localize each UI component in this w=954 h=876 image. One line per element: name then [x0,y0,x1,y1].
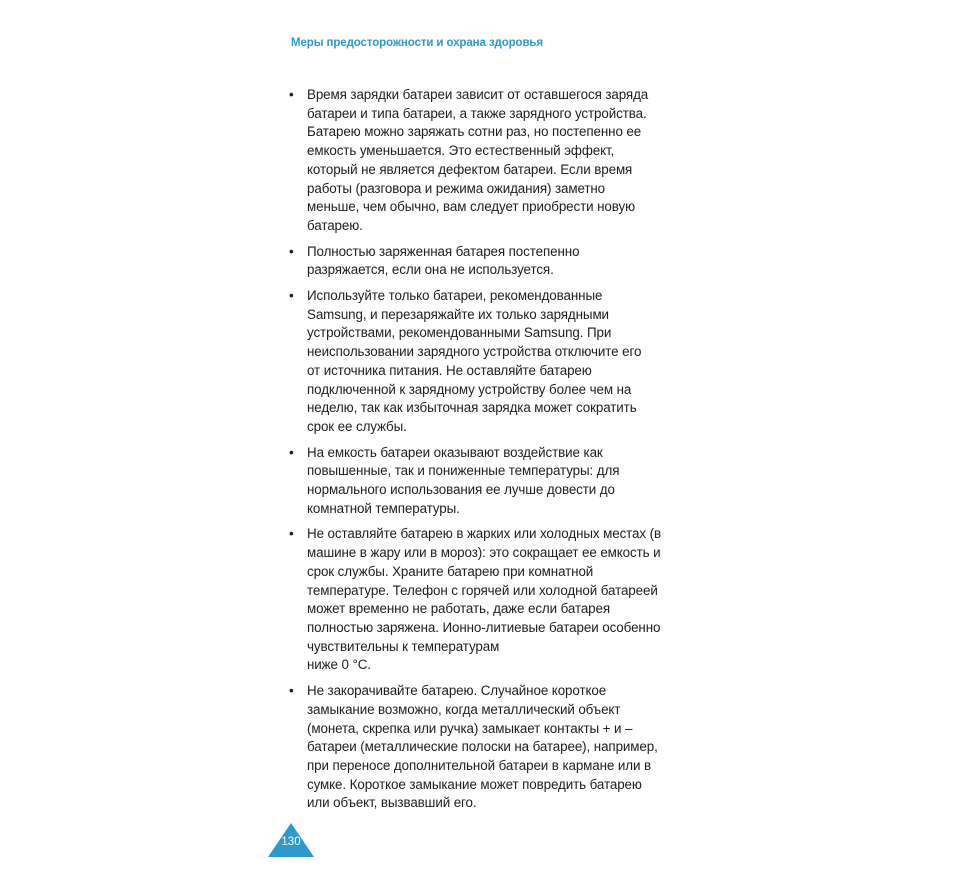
page-number: 130 [281,836,301,848]
list-item [289,525,679,675]
section-title: Меры предосторожности и охрана здоровья [291,37,544,49]
precautions-list [289,86,679,820]
bullet-icon: • [289,526,294,542]
bullet-icon: • [289,288,294,304]
bullet-icon: • [289,243,294,259]
list-item-text: На емкость батареи оказывают воздействие как повышенные, так и пониженные температуры: для нормального использования ее лучше довести до комнатной температуры. [307,444,620,516]
list-item [289,287,679,437]
list-item [289,444,679,519]
bullet-icon: • [289,683,294,699]
list-item [289,243,679,280]
list-item-text: Время зарядки батареи зависит от оставшегося заряда батареи и типа батареи, а также зарядного устройства. Батарею можно заряжать сотни раз, но постепенно ее емкость уменьшается. Это естественный эффект, который не является дефектом батареи. Если время работы (разговора и режима ожидания) заметно меньше, чем обычно, вам следует приобрести новую батарею. [307,87,649,233]
bullet-icon: • [289,444,294,460]
list-item [289,682,679,813]
list-item [289,86,679,236]
list-item-text: Полностью заряженная батарея постепенно разряжается, если она не используется. [307,243,580,278]
list-item-text: Не закорачивайте батарею. Случайное короткое замыкание возможно, когда металлический объект (монета, скрепка или ручка) замыкает контакты + и – батареи (металлические полоски на батарее), например, при переносе дополнительной батареи в кармане или в сумке. Короткое замыкание может повредить батарею или объект, вызвавший его. [307,683,658,811]
list-item-text: Используйте только батареи, рекомендованные Samsung, и перезаряжайте их только зарядными устройствами, рекомендованными Samsung. При неиспользовании зарядного устройства отключите его от источника питания. Не оставляйте батарею подключенной к зарядному устройству более чем на неделю, так как избыточная зарядка может сократить срок ее службы. [307,288,642,434]
page-number-badge [267,822,315,858]
bullet-icon: • [289,87,294,102]
list-item-text: Не оставляйте батарею в жарких или холодных местах (в машине в жару или в мороз): это сокращает ее емкость и срок службы. Храните батарею при комнатной температуре. Телефон с горячей или холодной батареей может временно не работать, даже если батарея полностью заряжена. Ионно-литиевые батареи особенно чувствительны к температурам ниже 0 °C. [307,526,661,673]
